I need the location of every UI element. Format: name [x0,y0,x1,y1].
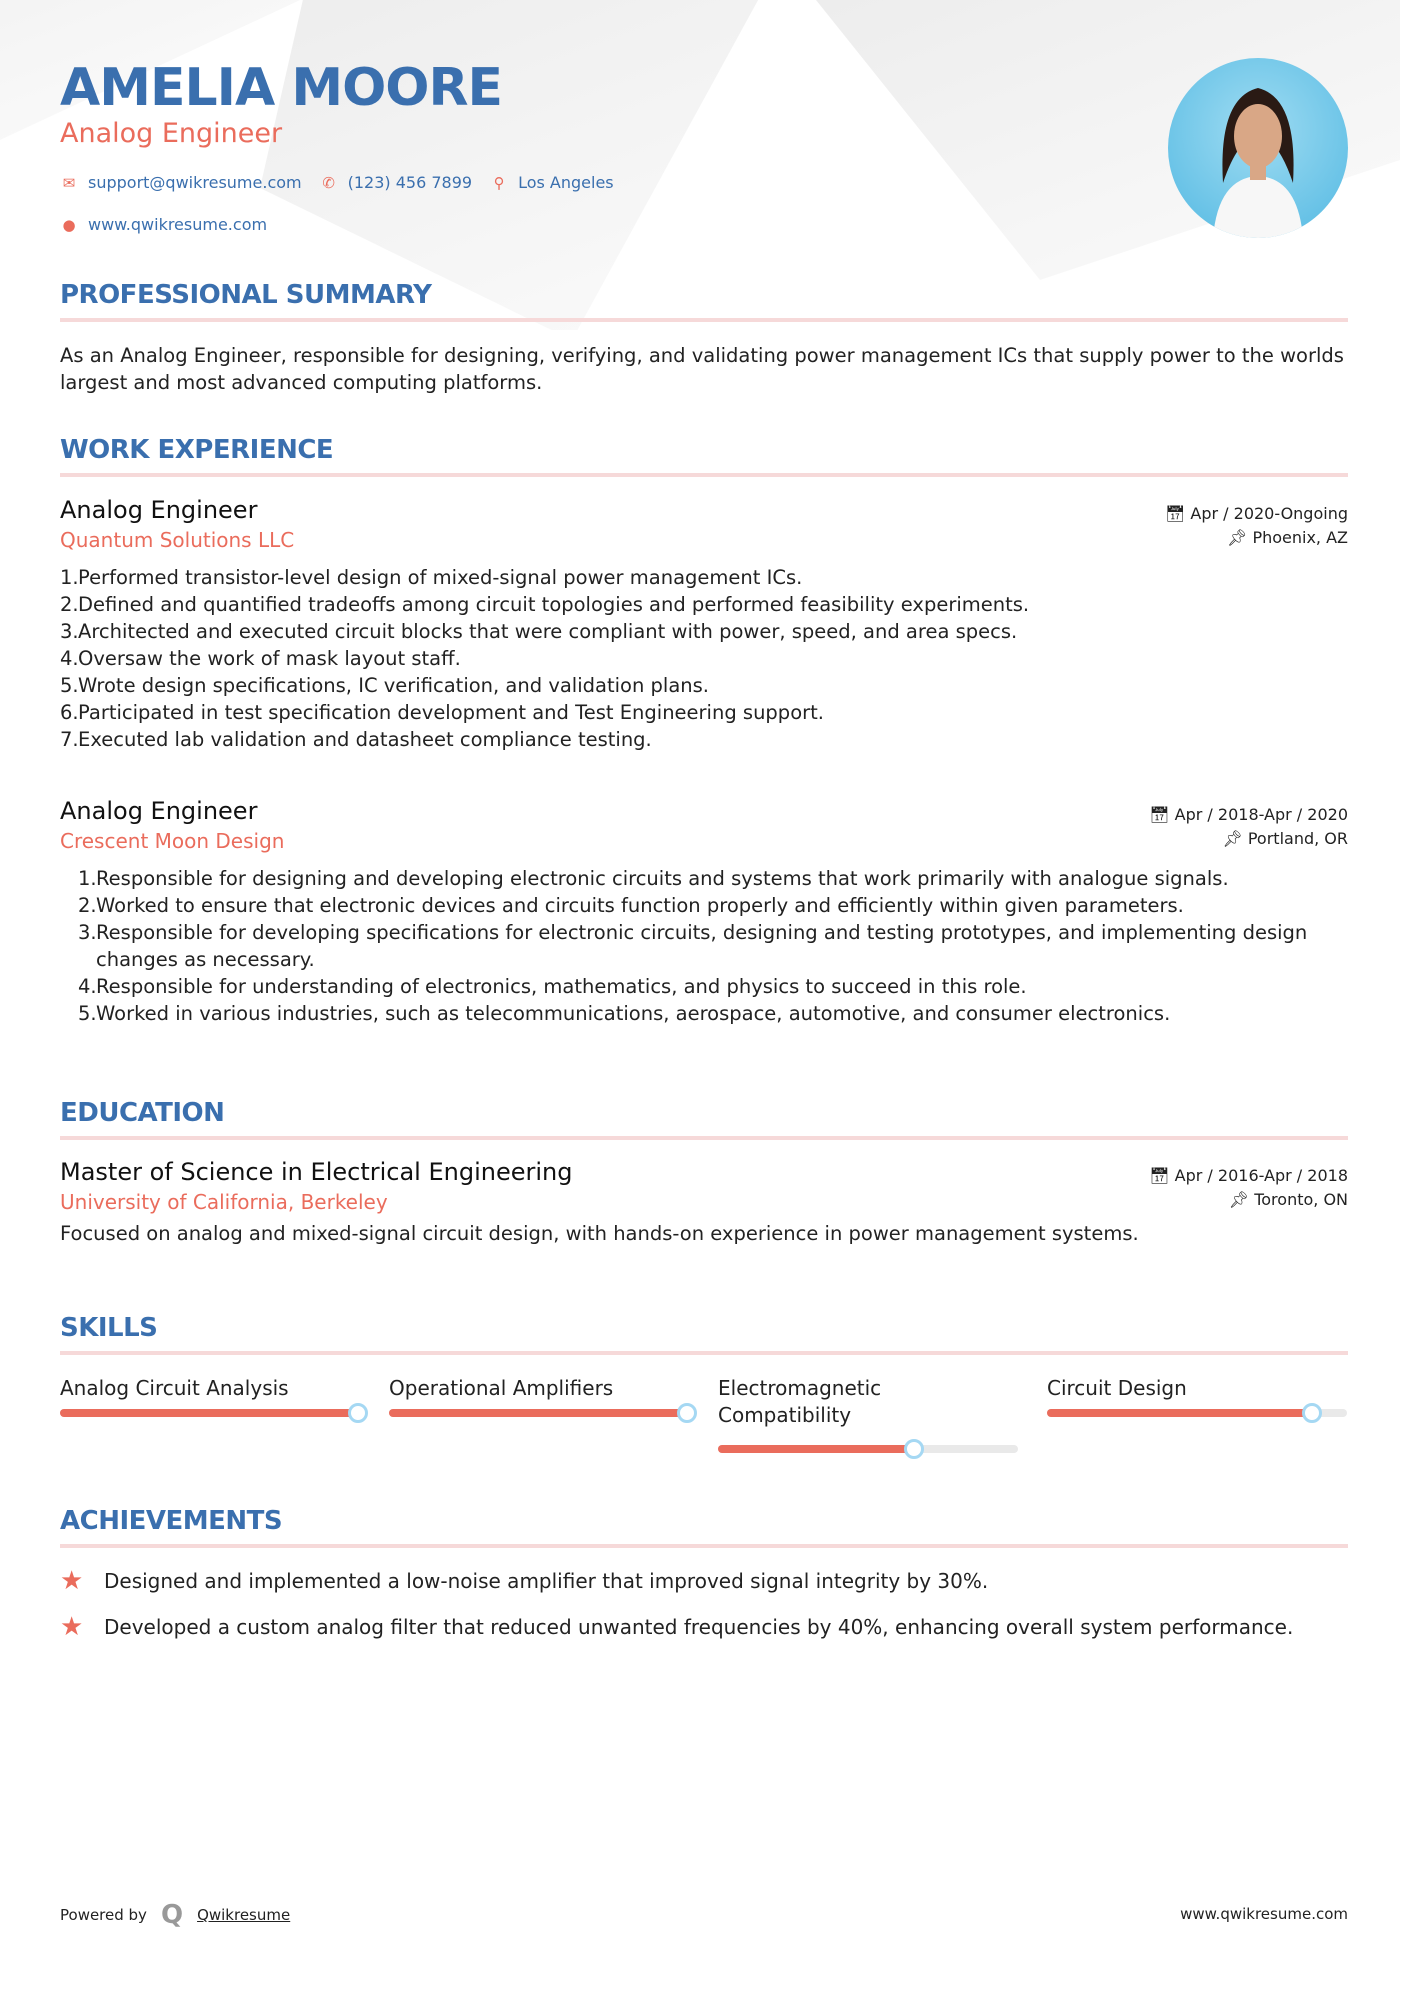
skill-item [1047,1375,1347,1402]
achievements-section [60,1506,1348,1642]
list-item: Architected and executed circuit blocks that were compliant with power, speed, and area specs. [78,620,1018,643]
globe-icon: ● [62,215,76,234]
achievement-text: Developed a custom analog filter that reduced unwanted frequencies by 40%, enhancing overall system performance. [104,1615,1294,1639]
section-heading: SKILLS [60,1313,158,1343]
list-item: Responsible for designing and developing electronic circuits and systems that work primarily with analogue signals. [96,867,1229,890]
list-item: Worked to ensure that electronic devices and circuits function properly and efficiently within given parameters. [96,894,1184,917]
education-description: Focused on analog and mixed-signal circuit design, with hands-on experience in power management systems. [60,1222,1139,1245]
skill-name: Electromagnetic Compatibility [718,1376,882,1427]
skill-level-fill [718,1445,916,1453]
section-divider [60,1544,1348,1548]
job-title: Analog Engineer [60,797,258,825]
skill-item [389,1375,689,1402]
job-entry [60,496,1348,753]
skill-level-knob [677,1403,697,1423]
location-pin-icon: ⚲ [493,173,505,192]
list-item: Wrote design specifications, IC verification, and validation plans. [78,674,709,697]
list-item: Performed transistor-level design of mixed-signal power management ICs. [78,566,803,589]
skill-level-fill [1047,1409,1314,1417]
achievement-item [60,1566,1348,1596]
section-divider [60,473,1348,477]
list-item: Participated in test specification development and Test Engineering support. [78,701,824,724]
skill-level-bar [1047,1409,1347,1417]
skill-level-fill [60,1409,360,1417]
education-location: Toronto, ON [1254,1190,1348,1209]
profile-photo [1168,58,1348,238]
qwikresume-link[interactable]: Qwikresume [197,1906,291,1924]
website-row [60,215,267,234]
section-divider [60,318,1348,322]
job-duties-list [78,865,1348,1027]
skill-level-bar [718,1445,1018,1453]
skills-section [60,1313,1348,1473]
company-name: Crescent Moon Design [60,829,285,853]
pin-icon: 📌︎ [1222,829,1248,848]
section-heading: ACHIEVEMENTS [60,1506,283,1536]
list-item: Responsible for understanding of electronics, mathematics, and physics to succeed in this role. [96,975,1027,998]
job-date: Apr / 2020-Ongoing [1190,504,1348,523]
job-entry [60,797,1348,1027]
skill-level-knob [904,1439,924,1459]
job-location: Portland, OR [1247,829,1348,848]
skill-item [60,1375,360,1402]
section-divider [60,1351,1348,1355]
skill-level-bar [389,1409,689,1417]
list-item: Defined and quantified tradeoffs among circuit topologies and performed feasibility experiments. [78,593,1030,616]
calendar-icon: 📅︎ [1164,504,1191,523]
skill-level-knob [1302,1403,1322,1423]
star-icon: ★ [60,1566,84,1596]
work-experience-section [60,435,1348,477]
powered-by-label: Powered by [60,1906,147,1924]
calendar-icon: 📅︎ [1149,805,1175,824]
candidate-title: Analog Engineer [60,118,283,149]
skill-name: Circuit Design [1047,1376,1187,1400]
education-date: Apr / 2016-Apr / 2018 [1174,1166,1348,1185]
email-link[interactable]: support@qwikresume.com [88,173,302,192]
achievement-text: Designed and implemented a low-noise amplifier that improved signal integrity by 30%. [104,1569,989,1593]
job-duties-list [60,564,1348,753]
skill-level-knob [348,1403,368,1423]
email-icon: ✉ [62,173,76,192]
list-item: Executed lab validation and datasheet compliance testing. [78,728,652,751]
achievement-item [60,1612,1348,1642]
summary-text: As an Analog Engineer, responsible for designing, verifying, and validating power management ICs that supply power to the worlds largest and most advanced computing platforms. [60,344,1344,394]
phone-icon: ✆ [322,173,335,192]
contact-row [60,173,614,192]
skill-name: Analog Circuit Analysis [60,1376,289,1400]
footer-url[interactable]: www.qwikresume.com [1180,1905,1348,1923]
list-item: Oversaw the work of mask layout staff. [78,647,461,670]
company-name: Quantum Solutions LLC [60,528,295,552]
section-heading: WORK EXPERIENCE [60,435,334,465]
job-title: Analog Engineer [60,496,258,524]
pin-icon: 📌︎ [1228,1190,1255,1209]
qwikresume-logo-icon: Q [160,1900,184,1930]
pin-icon: 📌︎ [1227,528,1253,547]
job-date: Apr / 2018-Apr / 2020 [1174,805,1348,824]
professional-summary-section [60,280,1348,396]
phone-text: (123) 456 7899 [347,173,473,192]
school-name: University of California, Berkeley [60,1190,388,1214]
job-location: Phoenix, AZ [1252,528,1348,547]
calendar-icon: 📅︎ [1149,1166,1175,1185]
footer-branding [60,1900,290,1930]
degree-title: Master of Science in Electrical Engineering [60,1158,573,1186]
skill-item [718,1375,1018,1429]
list-item: Responsible for developing specifications for electronic circuits, designing and testing prototypes, and implementing design changes as necessary. [96,921,1308,971]
skill-level-fill [389,1409,689,1417]
location-text: Los Angeles [518,173,614,192]
star-icon: ★ [60,1612,84,1642]
list-item: Worked in various industries, such as telecommunications, aerospace, automotive, and consumer electronics. [96,1002,1171,1025]
candidate-name: AMELIA MOORE [60,58,503,118]
website-link[interactable]: www.qwikresume.com [88,215,268,234]
skill-level-bar [60,1409,360,1417]
education-section [60,1098,1348,1247]
section-divider [60,1136,1348,1140]
skill-name: Operational Amplifiers [389,1376,614,1400]
section-heading: PROFESSIONAL SUMMARY [60,280,432,310]
section-heading: EDUCATION [60,1098,225,1128]
